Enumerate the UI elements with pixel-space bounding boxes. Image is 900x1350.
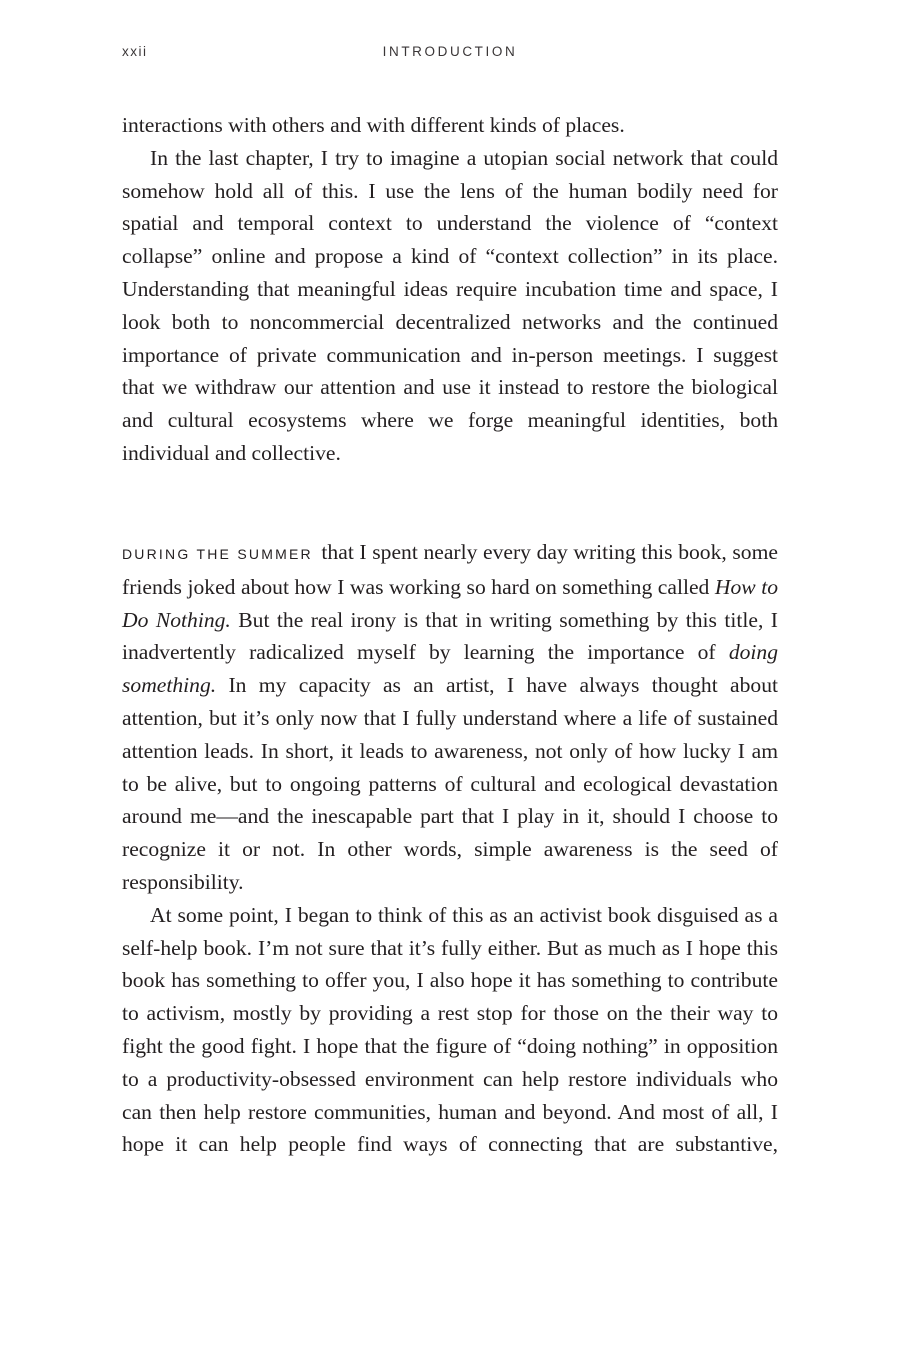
paragraph-text: that I spent nearly every day writing this book, some friends joked about how I was working so hard on something called — [122, 540, 778, 599]
paragraph-last-chapter: In the last chapter, I try to imagine a utopian social network that could somehow hold all of this. I use the lens of the human bodily need for spatial and temporal context to understand the violence of “context collapse” online and propose a kind of “context collection” in its place. Understanding that meaningful ideas require incubation time and space, I look both to noncommercial decentralized networks and the continued importance of private communication and in-person meetings. I suggest that we withdraw our attention and use it instead to restore the biological and cultural ecosystems where we forge meaningful identities, both individual and collective. — [122, 145, 778, 465]
book-title-italic: How to Do Nothing. — [122, 574, 778, 632]
page-number: xxii — [122, 44, 148, 59]
section-title: INTRODUCTION — [382, 44, 518, 59]
paragraph-continuation: interactions with others and with different kinds of places. — [122, 113, 625, 137]
paragraph-text: In my capacity as an artist, I have always thought about attention, but it’s only now that I fully understand where a life of sustained attention leads. In short, it leads to awareness, not only of how lucky I am to be alive, but to ongoing patterns of cultural and ecological devastation around me—and the inescapable part that I play in it, should I choose to recognize it or not. In other words, simple awareness is the seed of responsibility. — [122, 673, 778, 894]
paragraph-text: But the real irony is that in writing something by this title, I inadvertently radicalized myself by learning the importance of — [122, 607, 778, 665]
paragraph-summer — [122, 536, 778, 899]
paragraph-activist-book: At some point, I began to think of this as an activist book disguised as a self-help book. I’m not sure that it’s fully either. But as much as I hope this book has something to offer you, I also hope it has something to contribute to activism, mostly by providing a rest stop for those on the their way to fight the good fight. I hope that the figure of “doing nothing” in opposition to a productivity-obsessed environment can help restore individuals who can then help restore communities, human and beyond. And most of all, I hope it can help people find ways of connecting that are substantive, — [122, 902, 778, 1157]
emphasis-italic: doing something. — [122, 640, 778, 698]
text-block-1 — [122, 109, 778, 470]
text-block-2 — [122, 536, 778, 1161]
section-lead-in: DURING THE SUMMER — [122, 546, 313, 562]
running-head — [122, 44, 778, 66]
